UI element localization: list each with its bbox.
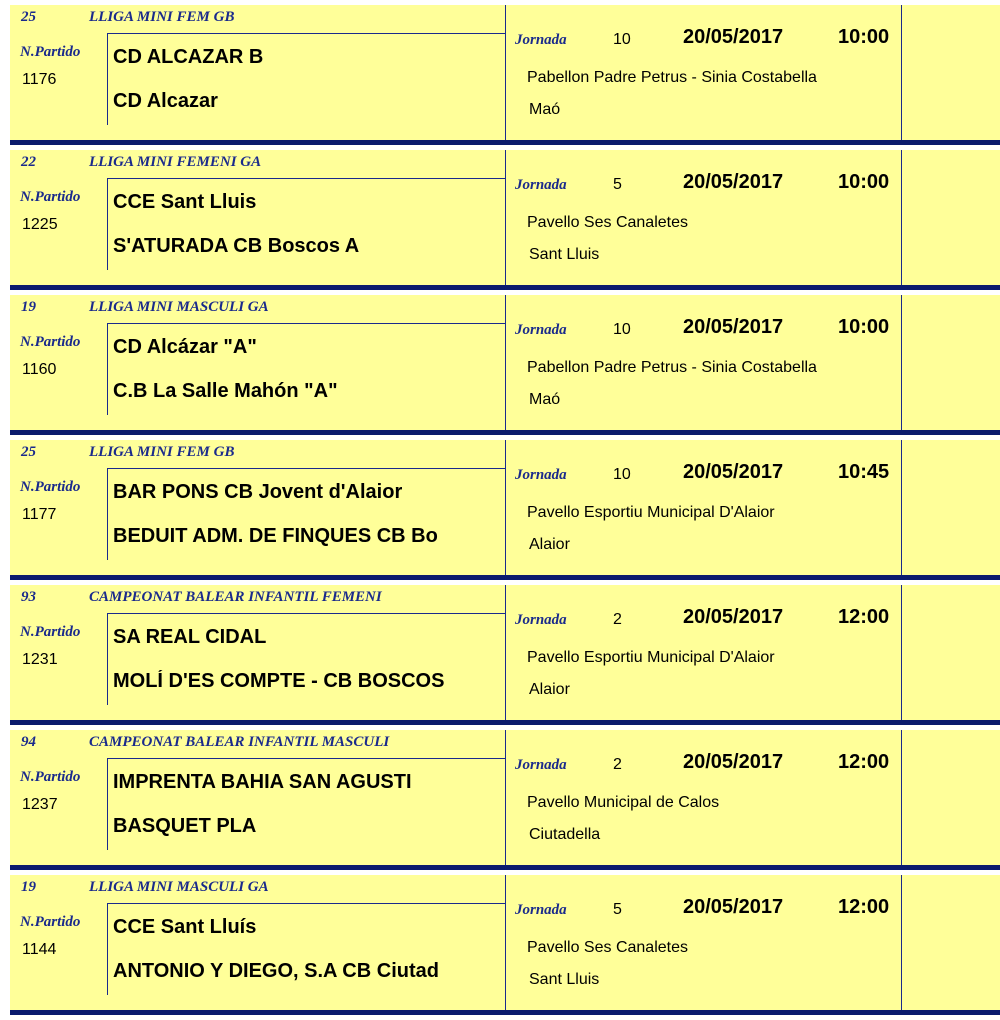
match-time: 10:00 <box>838 26 890 48</box>
competition-code: 25 <box>21 9 36 25</box>
match-date: 20/05/2017 <box>683 26 784 48</box>
jornada-value: 5 <box>613 176 622 193</box>
home-team: BAR PONS CB Jovent d'Alaior <box>113 481 403 503</box>
separator-bar <box>10 720 1000 725</box>
match-number: 1176 <box>22 71 57 88</box>
divider <box>505 730 506 865</box>
venue: Pabellon Padre Petrus - Sinia Costabella <box>527 69 817 86</box>
match-card <box>10 150 1000 285</box>
divider <box>505 5 506 140</box>
divider <box>107 468 108 560</box>
competition-code: 25 <box>21 444 36 460</box>
divider <box>901 295 902 430</box>
competition-name: LLIGA MINI MASCULI GA <box>89 299 269 315</box>
match-time: 10:00 <box>838 171 890 193</box>
town: Maó <box>529 391 561 408</box>
match-date: 20/05/2017 <box>683 461 784 483</box>
jornada-label: Jornada <box>515 322 567 338</box>
jornada-label: Jornada <box>515 467 567 483</box>
home-team: CCE Sant Lluis <box>113 191 257 213</box>
divider <box>505 295 506 430</box>
home-team: SA REAL CIDAL <box>113 626 267 648</box>
jornada-value: 10 <box>613 31 631 48</box>
competition-name: LLIGA MINI FEM GB <box>89 444 235 460</box>
separator-bar <box>10 140 1000 145</box>
match-number-label: N.Partido <box>20 914 81 930</box>
match-number-label: N.Partido <box>20 44 81 60</box>
divider <box>505 875 506 1010</box>
town: Sant Lluis <box>529 246 600 263</box>
competition-code: 19 <box>21 299 36 315</box>
divider <box>901 5 902 140</box>
competition-name: LLIGA MINI FEMENI GA <box>89 154 262 170</box>
venue: Pavello Ses Canaletes <box>527 939 688 956</box>
away-team: MOLÍ D'ES COMPTE - CB BOSCOS <box>113 670 445 692</box>
match-card <box>10 730 1000 865</box>
home-team: IMPRENTA BAHIA SAN AGUSTI <box>113 771 412 793</box>
match-number: 1144 <box>22 941 57 958</box>
separator-bar <box>10 1010 1000 1015</box>
match-number-label: N.Partido <box>20 479 81 495</box>
divider <box>107 758 108 850</box>
competition-name: LLIGA MINI MASCULI GA <box>89 879 269 895</box>
competition-name: LLIGA MINI FEM GB <box>89 9 235 25</box>
divider <box>107 613 108 705</box>
match-time: 12:00 <box>838 606 890 628</box>
away-team: BASQUET PLA <box>113 815 257 837</box>
divider <box>901 150 902 285</box>
match-date: 20/05/2017 <box>683 171 784 193</box>
match-card <box>10 585 1000 720</box>
home-team: CD ALCAZAR B <box>113 46 264 68</box>
divider <box>108 178 506 179</box>
competition-code: 22 <box>21 154 36 170</box>
venue: Pabellon Padre Petrus - Sinia Costabella <box>527 359 817 376</box>
home-team: CCE Sant Lluís <box>113 916 257 938</box>
jornada-label: Jornada <box>515 612 567 628</box>
venue: Pavello Ses Canaletes <box>527 214 688 231</box>
venue: Pavello Esportiu Municipal D'Alaior <box>527 649 775 666</box>
match-time: 12:00 <box>838 751 890 773</box>
match-number-label: N.Partido <box>20 334 81 350</box>
match-number: 1225 <box>22 216 58 233</box>
match-date: 20/05/2017 <box>683 606 784 628</box>
divider <box>108 33 506 34</box>
match-time: 10:45 <box>838 461 890 483</box>
competition-code: 93 <box>21 589 36 605</box>
jornada-value: 10 <box>613 466 631 483</box>
jornada-value: 2 <box>613 756 622 773</box>
town: Alaior <box>529 536 570 553</box>
match-card <box>10 5 1000 140</box>
competition-name: CAMPEONAT BALEAR INFANTIL FEMENI <box>89 589 382 605</box>
jornada-value: 5 <box>613 901 622 918</box>
away-team: C.B La Salle Mahón "A" <box>113 380 338 402</box>
away-team: S'ATURADA CB Boscos A <box>113 235 360 257</box>
match-number: 1237 <box>22 796 58 813</box>
divider <box>107 323 108 415</box>
divider <box>505 585 506 720</box>
jornada-label: Jornada <box>515 32 567 48</box>
match-date: 20/05/2017 <box>683 896 784 918</box>
match-time: 10:00 <box>838 316 890 338</box>
divider <box>901 730 902 865</box>
divider <box>108 903 506 904</box>
divider <box>107 33 108 125</box>
town: Maó <box>529 101 561 118</box>
match-time: 12:00 <box>838 896 890 918</box>
competition-name: CAMPEONAT BALEAR INFANTIL MASCULI <box>89 734 390 750</box>
jornada-value: 2 <box>613 611 622 628</box>
competition-code: 94 <box>21 734 36 750</box>
divider <box>505 150 506 285</box>
match-card <box>10 295 1000 430</box>
divider <box>107 903 108 995</box>
divider <box>108 758 506 759</box>
venue: Pavello Esportiu Municipal D'Alaior <box>527 504 775 521</box>
away-team: CD Alcazar <box>113 90 218 112</box>
divider <box>108 323 506 324</box>
separator-bar <box>10 575 1000 580</box>
jornada-label: Jornada <box>515 902 567 918</box>
separator-bar <box>10 285 1000 290</box>
town: Ciutadella <box>529 826 601 843</box>
separator-bar <box>10 430 1000 435</box>
match-card <box>10 875 1000 1010</box>
competition-code: 19 <box>21 879 36 895</box>
away-team: BEDUIT ADM. DE FINQUES CB Bo <box>113 525 438 547</box>
match-number: 1231 <box>22 651 58 668</box>
jornada-value: 10 <box>613 321 631 338</box>
match-number-label: N.Partido <box>20 189 81 205</box>
divider <box>108 468 506 469</box>
divider <box>108 613 506 614</box>
home-team: CD Alcázar "A" <box>113 336 257 358</box>
away-team: ANTONIO Y DIEGO, S.A CB Ciutad <box>113 960 439 982</box>
match-date: 20/05/2017 <box>683 751 784 773</box>
town: Alaior <box>529 681 570 698</box>
jornada-label: Jornada <box>515 757 567 773</box>
separator-bar <box>10 865 1000 870</box>
divider <box>901 585 902 720</box>
match-number-label: N.Partido <box>20 769 81 785</box>
divider <box>901 875 902 1010</box>
jornada-label: Jornada <box>515 177 567 193</box>
divider <box>901 440 902 575</box>
town: Sant Lluis <box>529 971 600 988</box>
match-number-label: N.Partido <box>20 624 81 640</box>
match-number: 1160 <box>22 361 57 378</box>
match-date: 20/05/2017 <box>683 316 784 338</box>
divider <box>505 440 506 575</box>
venue: Pavello Municipal de Calos <box>527 794 720 811</box>
divider <box>107 178 108 270</box>
match-number: 1177 <box>22 506 57 523</box>
match-card <box>10 440 1000 575</box>
